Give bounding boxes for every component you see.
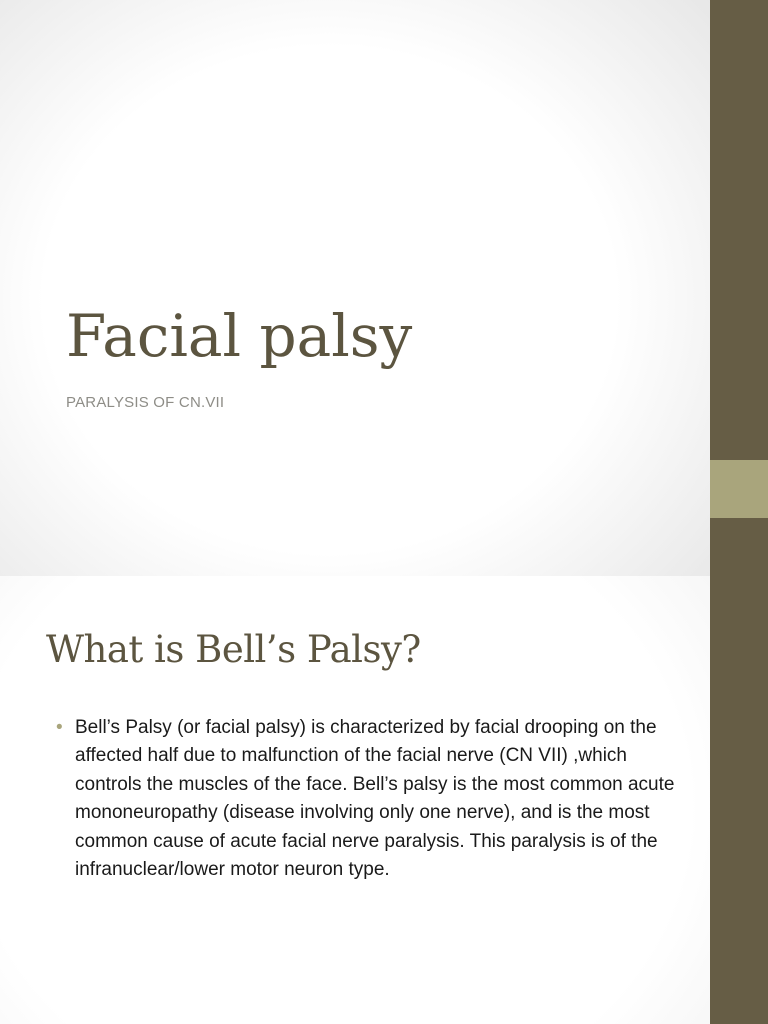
bullet-text: Bell’s Palsy (or facial palsy) is characterized by facial drooping on the affected half due to malfunction of the facial nerve (CN VII) ,which controls the muscles of the face. Bell’s palsy is the most common acute mononeuropathy (disease involving only one nerve), and is the most common cause of acute facial nerve paralysis. This paralysis is of the infranuclear/lower motor neuron type. — [75, 717, 675, 881]
content-slide — [0, 576, 768, 1024]
bullet-item — [56, 714, 676, 884]
bullet-marker: • — [56, 717, 63, 738]
slide-heading: What is Bell’s Palsy? — [46, 628, 421, 671]
bullet-list — [56, 714, 676, 884]
slide-sidebar — [710, 576, 768, 1024]
slide-title: Facial palsy — [66, 302, 413, 370]
sidebar-accent-block — [710, 460, 768, 518]
slide-subtitle: PARALYSIS OF CN.VII — [66, 394, 225, 411]
